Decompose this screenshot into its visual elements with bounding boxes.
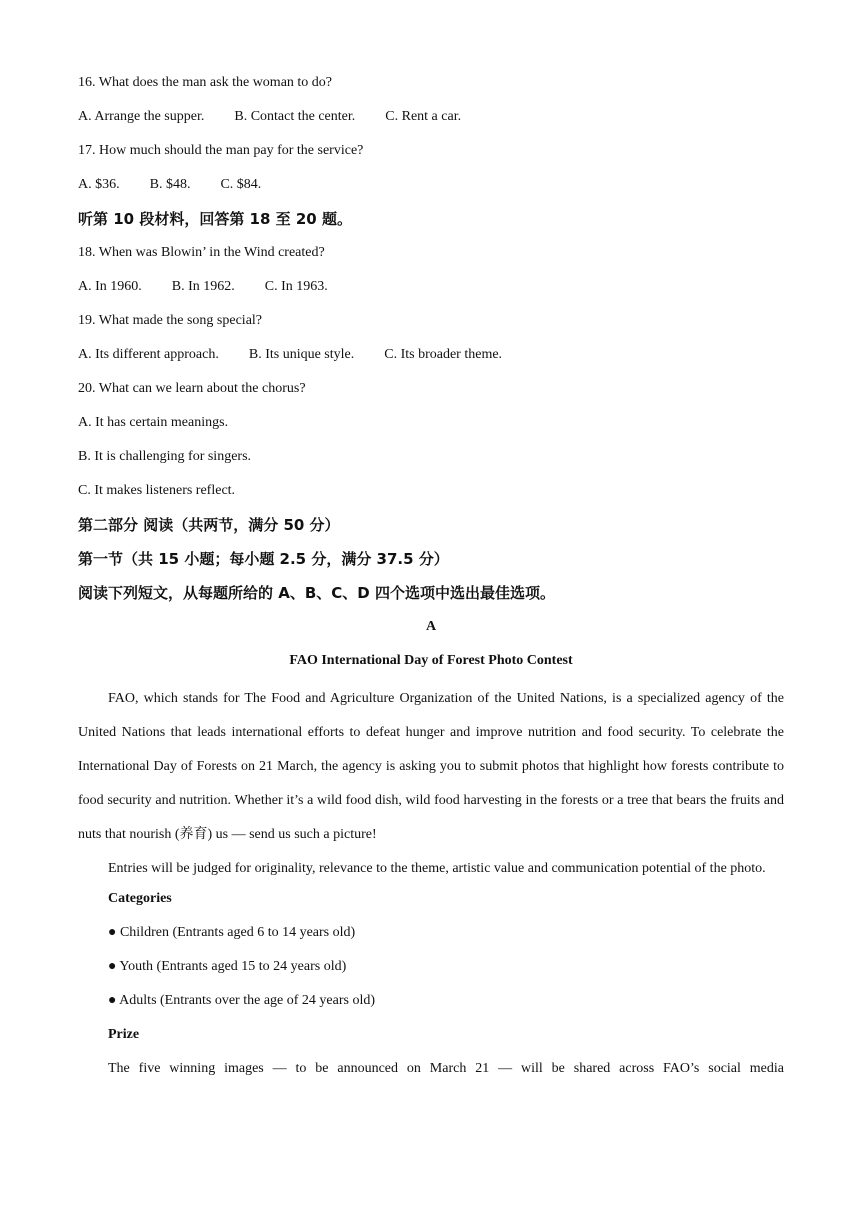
question-16-options xyxy=(78,104,784,138)
prize-heading: Prize xyxy=(108,1027,140,1042)
option-a: A. Its different approach. xyxy=(78,347,219,362)
part-2-heading: 第二部分 阅读（共两节，满分 50 分） xyxy=(78,516,340,534)
option-b: B. It is challenging for singers. xyxy=(78,449,252,464)
passage-paragraph-2: Entries will be judged for originality, relevance to the theme, artistic value and communication potential of the photo. xyxy=(108,861,766,876)
question-18-options xyxy=(78,274,784,308)
section-heading-listen-10: 听第 10 段材料，回答第 18 至 20 题。 xyxy=(78,210,352,228)
option-a: A. In 1960. xyxy=(78,279,142,294)
question-19: 19. What made the song special? xyxy=(78,313,263,328)
option-a: A. $36. xyxy=(78,177,120,192)
option-c: C. $84. xyxy=(220,177,262,192)
category-item: ● Adults (Entrants over the age of 24 years old) xyxy=(108,993,375,1008)
question-18: 18. When was Blowin’ in the Wind created? xyxy=(78,245,325,260)
option-b: B. Contact the center. xyxy=(234,109,356,124)
option-b: B. $48. xyxy=(149,177,191,192)
option-c: C. Its broader theme. xyxy=(384,347,503,362)
question-16: 16. What does the man ask the woman to do? xyxy=(78,75,333,90)
question-17-options xyxy=(78,172,784,206)
category-item: ● Youth (Entrants aged 15 to 24 years old) xyxy=(108,959,347,974)
passage-paragraph-1: FAO, which stands for The Food and Agriculture Organization of the United Nations, is a specialized agency of the United Nations that leads international efforts to defeat hunger and improve nutrition and food security. To celebrate the International Day of Forests on 21 March, the agency is asking you to submit photos that highlight how forests contribute to food security and nutrition. Whether it’s a wild food dish, wild food harvesting in the forests or a tree that bears the fruits and nuts that nourish (养育) us — send us such a picture! xyxy=(78,691,784,842)
section-1-heading: 第一节（共 15 小题；每小题 2.5 分，满分 37.5 分） xyxy=(78,550,449,568)
option-a: A. It has certain meanings. xyxy=(78,415,229,430)
option-c: C. In 1963. xyxy=(264,279,328,294)
reading-instructions: 阅读下列短文，从每题所给的 A、B、C、D 四个选项中选出最佳选项。 xyxy=(78,584,555,602)
question-17: 17. How much should the man pay for the service? xyxy=(78,143,364,158)
option-c: C. Rent a car. xyxy=(385,109,462,124)
option-b: B. In 1962. xyxy=(171,279,235,294)
categories-heading: Categories xyxy=(108,891,172,906)
option-a: A. Arrange the supper. xyxy=(78,109,205,124)
option-b: B. Its unique style. xyxy=(248,347,355,362)
question-20: 20. What can we learn about the chorus? xyxy=(78,381,306,396)
question-19-options xyxy=(78,342,784,376)
prize-text: The five winning images — to be announced on March 21 — will be shared across FAO’s social media xyxy=(108,1061,784,1076)
passage-title: FAO International Day of Forest Photo Contest xyxy=(289,653,573,668)
document-content xyxy=(78,70,784,1090)
category-item: ● Children (Entrants aged 6 to 14 years old) xyxy=(108,925,356,940)
passage-letter: A xyxy=(425,619,437,634)
option-c: C. It makes listeners reflect. xyxy=(78,483,236,498)
